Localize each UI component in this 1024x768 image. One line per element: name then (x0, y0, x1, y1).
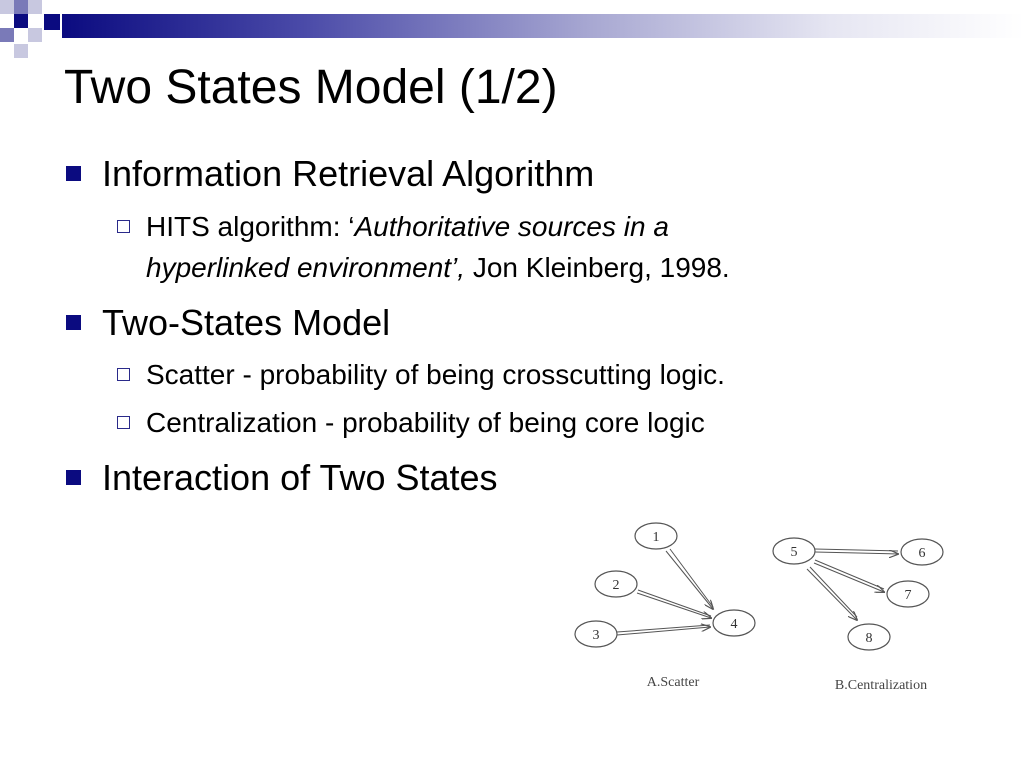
graph-node-2 (595, 571, 637, 597)
node-label: 7 (904, 588, 912, 603)
slide-title: Two States Model (1/2) (64, 61, 558, 114)
hollow-square-bullet-icon (117, 416, 130, 429)
sub-bullet-text: Scatter - probability of being crosscutting logic. (146, 359, 725, 390)
square-bullet-icon (66, 315, 81, 330)
hits-prefix: HITS algorithm: ‘ (146, 211, 355, 242)
node-label: 8 (865, 631, 873, 646)
graph-node-8 (848, 624, 890, 650)
edge-1-to-4 (666, 549, 713, 609)
node-label: 6 (918, 546, 926, 561)
node-label: 1 (652, 530, 660, 545)
graph-node-4 (713, 610, 755, 636)
corner-decoration (0, 0, 70, 70)
paper-title-part2: hyperlinked environment’, (146, 252, 466, 283)
paper-author-year: Jon Kleinberg, 1998. (465, 252, 730, 283)
graph-node-3 (575, 621, 617, 647)
graph-node-7 (887, 581, 929, 607)
two-states-diagram (570, 512, 970, 698)
bullet-text: Interaction of Two States (102, 457, 498, 498)
graph-node-5 (773, 538, 815, 564)
caption-scatter: A.Scatter (646, 675, 700, 690)
node-label: 4 (730, 617, 738, 632)
square-bullet-icon (66, 166, 81, 181)
node-label: 3 (592, 628, 600, 643)
hollow-square-bullet-icon (117, 368, 130, 381)
graph-node-6 (901, 539, 943, 565)
node-label: 5 (790, 545, 798, 560)
sub-bullet-text: Centralization - probability of being core logic (146, 407, 705, 438)
sub-bullet-text (146, 248, 730, 288)
bullet-text: Information Retrieval Algorithm (102, 153, 595, 194)
square-bullet-icon (66, 470, 81, 485)
node-label: 2 (612, 578, 620, 593)
caption-centralization: B.Centralization (834, 678, 928, 693)
centralization-edges (807, 549, 898, 620)
edge-5-to-6 (815, 549, 898, 554)
sub-bullet-text (146, 207, 669, 247)
edge-3-to-4 (617, 625, 710, 635)
edge-2-to-4 (637, 590, 711, 618)
graph-node-1 (635, 523, 677, 549)
hollow-square-bullet-icon (117, 220, 130, 233)
paper-title-part1: Authoritative sources in a (354, 211, 669, 242)
header-gradient-bar (62, 14, 1024, 38)
bullet-text: Two-States Model (102, 302, 391, 343)
